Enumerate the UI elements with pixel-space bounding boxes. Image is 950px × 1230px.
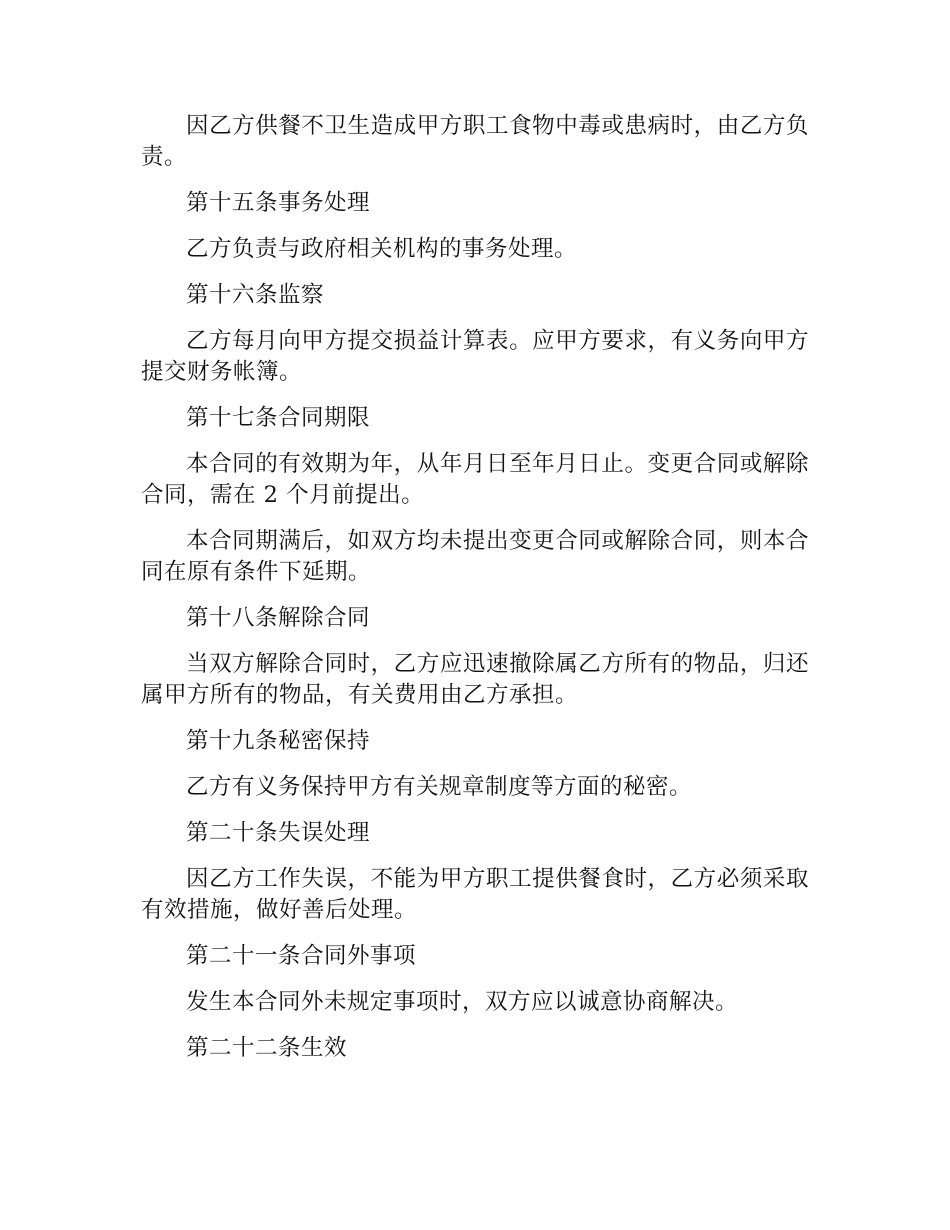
- heading-article-20: 第二十条失误处理: [186, 820, 371, 846]
- heading-article-21: 第二十一条合同外事项: [186, 943, 417, 969]
- paragraph-term: 本合同的有效期为年，从年月日至年月日止。变更合同或解除合同，需在 2 个月前提出。: [141, 451, 809, 508]
- heading-article-15: 第十五条事务处理: [186, 190, 371, 216]
- paragraph-extension: 本合同期满后，如双方均未提出变更合同或解除合同，则本合同在原有条件下延期。: [141, 528, 809, 585]
- paragraph-supervision: 乙方每月向甲方提交损益计算表。应甲方要求，有义务向甲方提交财务帐簿。: [141, 328, 809, 385]
- document-body: [141, 111, 809, 1079]
- heading-article-18: 第十八条解除合同: [186, 605, 371, 631]
- paragraph-affairs: 乙方负责与政府相关机构的事务处理。: [186, 236, 578, 262]
- heading-article-19: 第十九条秘密保持: [186, 728, 371, 754]
- heading-article-17: 第十七条合同期限: [186, 405, 371, 431]
- paragraph-confidentiality: 乙方有义务保持甲方有关规章制度等方面的秘密。: [186, 774, 693, 800]
- heading-article-22: 第二十二条生效: [186, 1035, 348, 1061]
- paragraph-termination: 当双方解除合同时，乙方应迅速撤除属乙方所有的物品，归还属甲方所有的物品，有关费用由乙方承担。: [141, 651, 809, 708]
- paragraph-food-poisoning: 因乙方供餐不卫生造成甲方职工食物中毒或患病时，由乙方负责。: [141, 113, 809, 170]
- paragraph-other-matters: 发生本合同外未规定事项时，双方应以诚意协商解决。: [186, 989, 739, 1015]
- heading-article-16: 第十六条监察: [186, 282, 325, 308]
- paragraph-error-handling: 因乙方工作失误，不能为甲方职工提供餐食时，乙方必须采取有效措施，做好善后处理。: [141, 866, 809, 923]
